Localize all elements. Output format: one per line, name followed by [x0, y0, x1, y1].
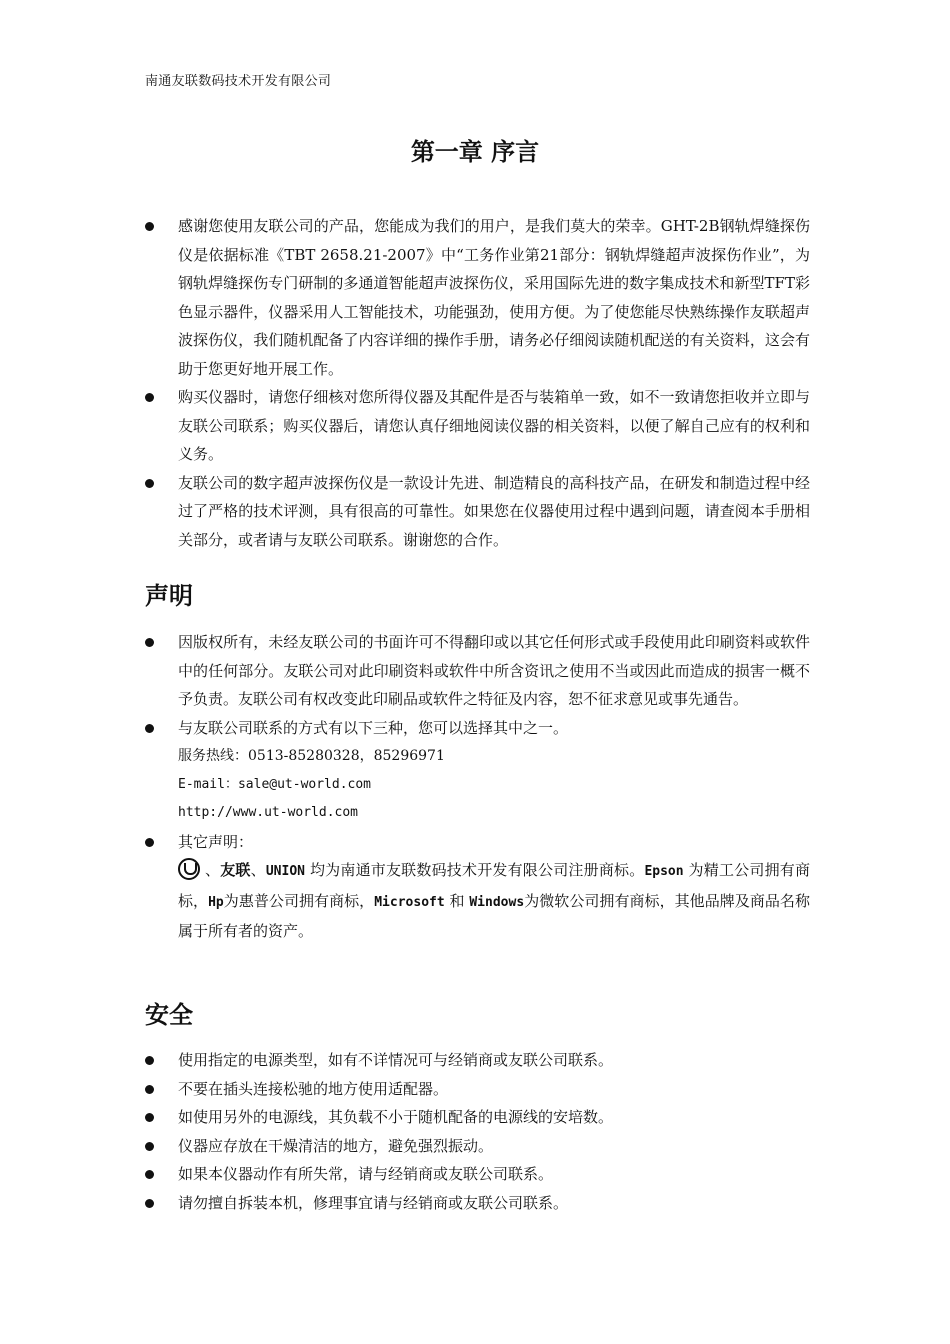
intro-item: 友联公司的数字超声波探伤仪是一款设计先进、制造精良的高科技产品，在研发和制造过程中经过了严格的技术评测，具有很高的可靠性。如果您在仪器使用过程中遇到问题，请查阅本手册相关部分，或者请与友联公司联系。谢谢您的合作。 [145, 469, 810, 555]
intro-list [145, 212, 810, 554]
bullet-icon [145, 479, 154, 488]
declaration-item: 因版权所有，未经友联公司的书面许可不得翻印或以其它任何形式或手段使用此印刷资料或软件中的任何部分。友联公司对此印刷资料或软件中所含资讯之使用不当或因此而造成的损害一概不予负责。友联公司有权改变此印刷品或软件之特征及内容，恕不征求意见或事先通告。 [145, 628, 810, 714]
bullet-icon [145, 638, 154, 647]
brand-en: UNION [265, 864, 305, 879]
safety-item: 仪器应存放在干燥清洁的地方，避免强烈振动。 [145, 1132, 810, 1161]
bullet-icon [145, 1170, 154, 1179]
brand-hp: Hp [208, 894, 224, 910]
brand-microsoft: Microsoft [374, 894, 445, 910]
bullet-icon [145, 1056, 154, 1065]
bullet-icon [145, 724, 154, 733]
brand-epson: Epson [644, 864, 684, 879]
declaration-item: 其它声明： 、友联、UNION 均为南通市友联数码技术开发有限公司注册商标。Epson 为精工公司拥有商标，Hp为惠普公司拥有商标，Microsoft 和 Windows为微软公司拥有商标，其他品牌及商品名称属于所有者的资产。 [145, 828, 810, 946]
safety-item: 不要在插头连接松驰的地方使用适配器。 [145, 1075, 810, 1104]
declaration-item: 与友联公司联系的方式有以下三种，您可以选择其中之一。 服务热线：0513-85280328，85296971 E-mail：sale@ut-world.com http://www.ut-world.com [145, 714, 810, 828]
brand-cn: 友联 [220, 861, 251, 879]
bullet-icon [145, 1199, 154, 1208]
bullet-icon [145, 838, 154, 847]
bullet-icon [145, 1113, 154, 1122]
service-hotline: 服务热线：0513-85280328，85296971 [178, 748, 445, 764]
bullet-icon [145, 222, 154, 231]
brand-windows: Windows [469, 894, 525, 910]
bullet-icon [145, 393, 154, 402]
contact-website: http://www.ut-world.com [178, 805, 359, 820]
intro-item: 购买仪器时，请您仔细核对您所得仪器及其配件是否与装箱单一致，如不一致请您拒收并立即与友联公司联系；购买仪器后，请您认真仔细地阅读仪器的相关资料，以便了解自己应有的权利和义务。 [145, 383, 810, 469]
bullet-icon [145, 1142, 154, 1151]
safety-item: 如使用另外的电源线，其负载不小于随机配备的电源线的安培数。 [145, 1103, 810, 1132]
page-header-company: 南通友联数码技术开发有限公司 [145, 74, 332, 89]
safety-item: 使用指定的电源类型，如有不详情况可与经销商或友联公司联系。 [145, 1046, 810, 1075]
declaration-title: 声明 [145, 581, 193, 610]
safety-item: 请勿擅自拆装本机，修理事宜请与经销商或友联公司联系。 [145, 1189, 810, 1218]
contact-email: E-mail：sale@ut-world.com [178, 776, 372, 792]
safety-title: 安全 [145, 1000, 193, 1029]
declaration-list [145, 628, 810, 946]
safety-item: 如果本仪器动作有所失常，请与经销商或友联公司联系。 [145, 1160, 810, 1189]
bullet-icon [145, 1085, 154, 1094]
chapter-title: 第一章 序言 [410, 137, 540, 166]
safety-list [145, 1046, 810, 1217]
intro-item: 感谢您使用友联公司的产品，您能成为我们的用户，是我们莫大的荣幸。GHT-2B钢轨焊缝探伤仪是依据标准《TBT 2658.21-2007》中“工务作业第21部分：钢轨焊缝超声波探伤作业”，为钢轨焊缝探伤专门研制的多通道智能超声波探伤仪，采用国际先进的数字集成技术和新型TFT彩色显示器件，仪器采用人工智能技术，功能强劲，使用方便。为了使您能尽快熟练操作友联超声波探伤仪，我们随机配备了内容详细的操作手册，请务必仔细阅读随机配送的有关资料，这会有助于您更好地开展工作。 [145, 212, 810, 383]
union-logo-icon [178, 858, 200, 880]
